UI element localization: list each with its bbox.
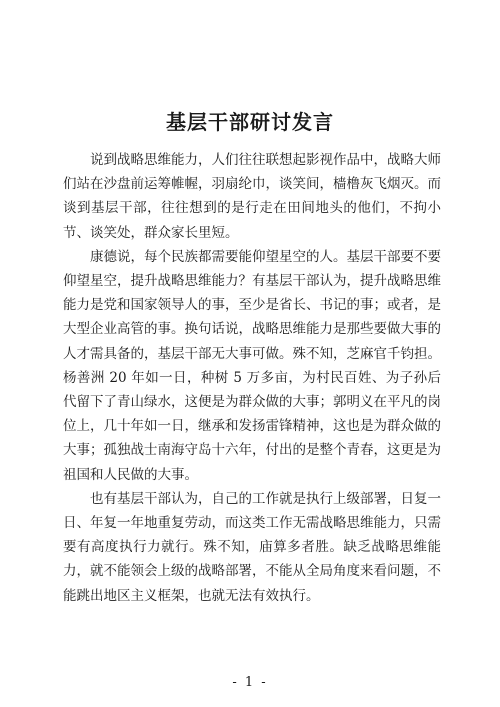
paragraph-3: 也有基层干部认为，自己的工作就是执行上级部署，日复一日、年复一年地重复劳动，而这类工作无需战略思维能力，只需要有高度执行力就行。殊不知，庙算多者胜。缺乏战略思维能力，就不能领会上级的战略部署，不能从全局角度来看问题，不能跳出地区主义框架，也就无法有效执行。: [63, 490, 441, 604]
paragraph-1: 说到战略思维能力，人们往往联想起影视作品中，战略大师们站在沙盘前运筹帷幄，羽扇纶巾，谈笑间，樯橹灰飞烟灭。而谈到基层干部，往往想到的是行走在田间地头的他们，不拘小节、谈笑处，群众家长里短。: [63, 152, 441, 241]
document-body: [63, 148, 441, 608]
document-title: 基层干部研讨发言: [166, 110, 334, 134]
paragraph-2: 康德说，每个民族都需要能仰望星空的人。基层干部要不要仰望星空，提升战略思维能力？有基层干部认为，提升战略思维能力是党和国家领导人的事，至少是省长、书记的事；或者，是大型企业高管的事。换句话说，战略思维能力是那些要做大事的人才需具备的，基层干部无大事可做。殊不知，芝麻官千钧担。杨善洲 20 年如一日，种树 5 万多亩，为村民百姓、为子孙后代留下了青山绿水，这便是为群众做的大事；郭明义在平凡的岗位上，几十年如一日，继承和发扬雷锋精神，这也是为群众做的大事；孤独战士南海守岛十六年，付出的是整个青春，这更是为祖国和人民做的大事。: [63, 248, 441, 483]
page-number: - 1 -: [232, 675, 268, 690]
